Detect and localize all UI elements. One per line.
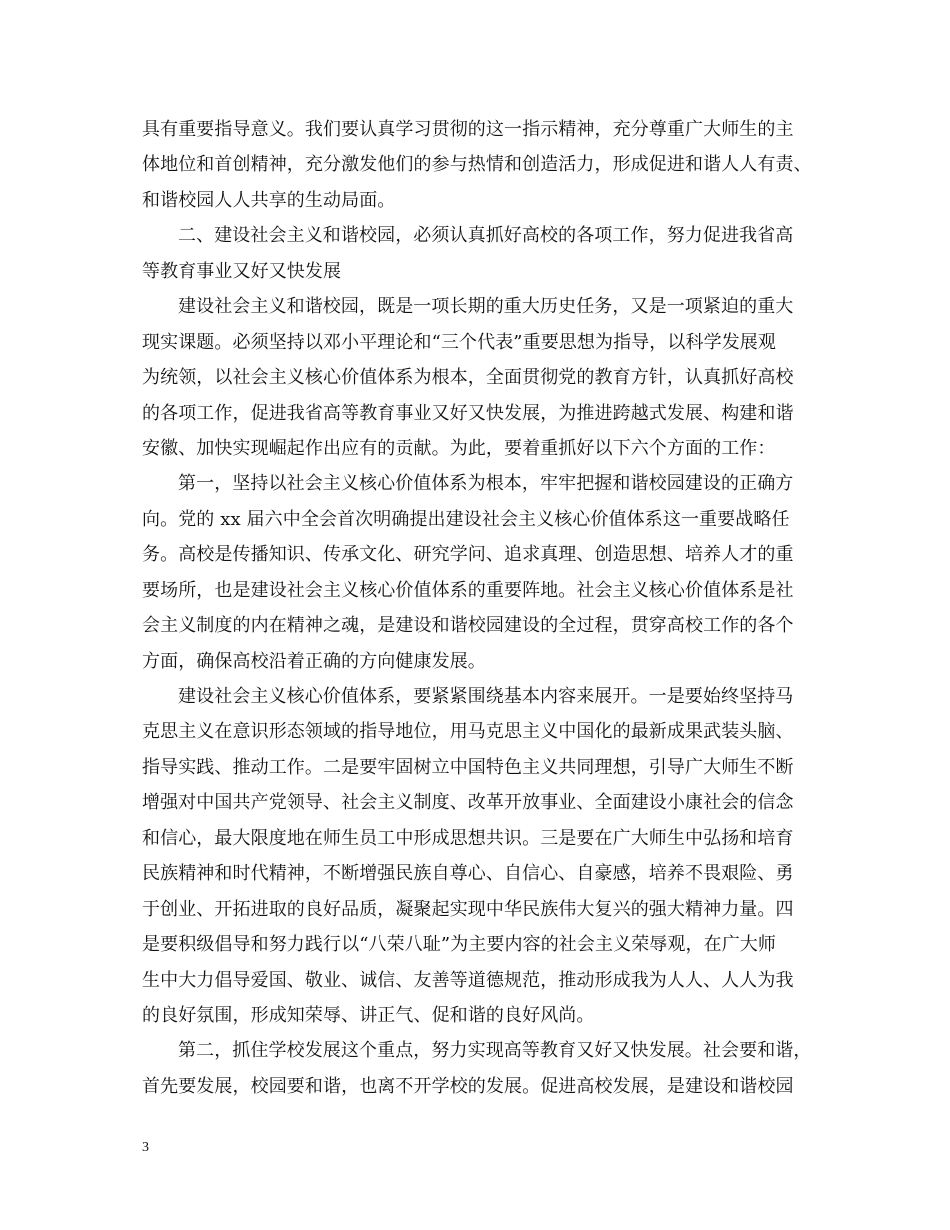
text-line: 二、建设社会主义和谐校园，必须认真抓好高校的各项工作，努力促进我省高 <box>178 225 794 247</box>
text-line: 指导实践、推动工作。二是要牢固树立中国特色主义共同理想，引导广大师生不断 <box>142 756 794 778</box>
text-line: 要场所，也是建设社会主义核心价值体系的重要阵地。社会主义核心价值体系是社 <box>142 579 794 601</box>
text-line: 和信心，最大限度地在师生员工中形成思想共识。三是要在广大师生中弘扬和培育 <box>142 827 794 849</box>
page-number: 3 <box>142 1140 149 1155</box>
text-line: 务。高校是传播知识、传承文化、研究学问、追求真理、创造思想、培养人才的重 <box>142 544 794 566</box>
text-line: 建设社会主义核心价值体系，要紧紧围绕基本内容来展开。一是要始终坚持马 <box>178 686 794 707</box>
text-line: 克思主义在意识形态领域的指导地位，用马克思主义中国化的最新成果武装头脑、 <box>142 721 794 743</box>
text-line: 和谐校园人人共享的生动局面。 <box>142 189 396 211</box>
text-line: 方面，确保高校沿着正确的方向健康发展。 <box>142 650 486 672</box>
text-line: 于创业、开拓进取的良好品质，凝聚起实现中华民族伟大复兴的强大精神力量。四 <box>142 898 794 920</box>
text-line: 建设社会主义和谐校园，既是一项长期的重大历史任务，又是一项紧迫的重大 <box>178 296 794 318</box>
text-line: 首先要发展，校园要和谐，也离不开学校的发展。促进高校发展，是建设和谐校园 <box>142 1075 794 1097</box>
text-line: 是要积级倡导和努力践行以“八荣八耻”为主要内容的社会主义荣辱观，在广大师 <box>142 934 777 956</box>
text-line: 等教育事业又好又快发展 <box>142 260 342 282</box>
text-line: 体地位和首创精神，充分激发他们的参与热情和创造活力，形成促进和谐人人有责、 <box>142 154 812 176</box>
text-line: 第一，坚持以社会主义核心价值体系为根本，牢牢把握和谐校园建设的正确方 <box>178 473 794 495</box>
text-line: 现实课题。必须坚持以邓小平理论和“三个代表”重要思想为指导，以科学发展观 <box>142 331 777 353</box>
text-line: 安徽、加快实现崛起作出应有的贡献。为此，要着重抓好以下六个方面的工作： <box>142 437 776 459</box>
body-text <box>142 112 810 1104</box>
text-line: 向。党的 xx 届六中全会首次明确提出建设社会主义核心价值体系这一重要战略任 <box>142 508 790 530</box>
text-line: 的各项工作，促进我省高等教育事业又好又快发展，为推进跨越式发展、构建和谐 <box>142 402 794 424</box>
text-line: 会主义制度的内在精神之魂，是建设和谐校园建设的全过程，贯穿高校工作的各个 <box>142 615 794 637</box>
text-line: 增强对中国共产党领导、社会主义制度、改革开放事业、全面建设小康社会的信念 <box>142 792 794 814</box>
text-line: 具有重要指导意义。我们要认真学习贯彻的这一指示精神，充分尊重广大师生的主 <box>142 119 794 140</box>
text-line: 生中大力倡导爱国、敬业、诚信、友善等道德规范，推动形成我为人人、人人为我 <box>142 969 794 991</box>
text-line: 为统领，以社会主义核心价值体系为根本，全面贯彻党的教育方针，认真抓好高校 <box>142 367 794 389</box>
text-line: 的良好氛围，形成知荣辱、讲正气、促和谐的良好风尚。 <box>142 1004 595 1026</box>
text-line: 民族精神和时代精神，不断增强民族自尊心、自信心、自豪感，培养不畏艰险、勇 <box>142 863 794 885</box>
text-line: 第二，抓住学校发展这个重点，努力实现高等教育又好又快发展。社会要和谐， <box>178 1040 812 1062</box>
